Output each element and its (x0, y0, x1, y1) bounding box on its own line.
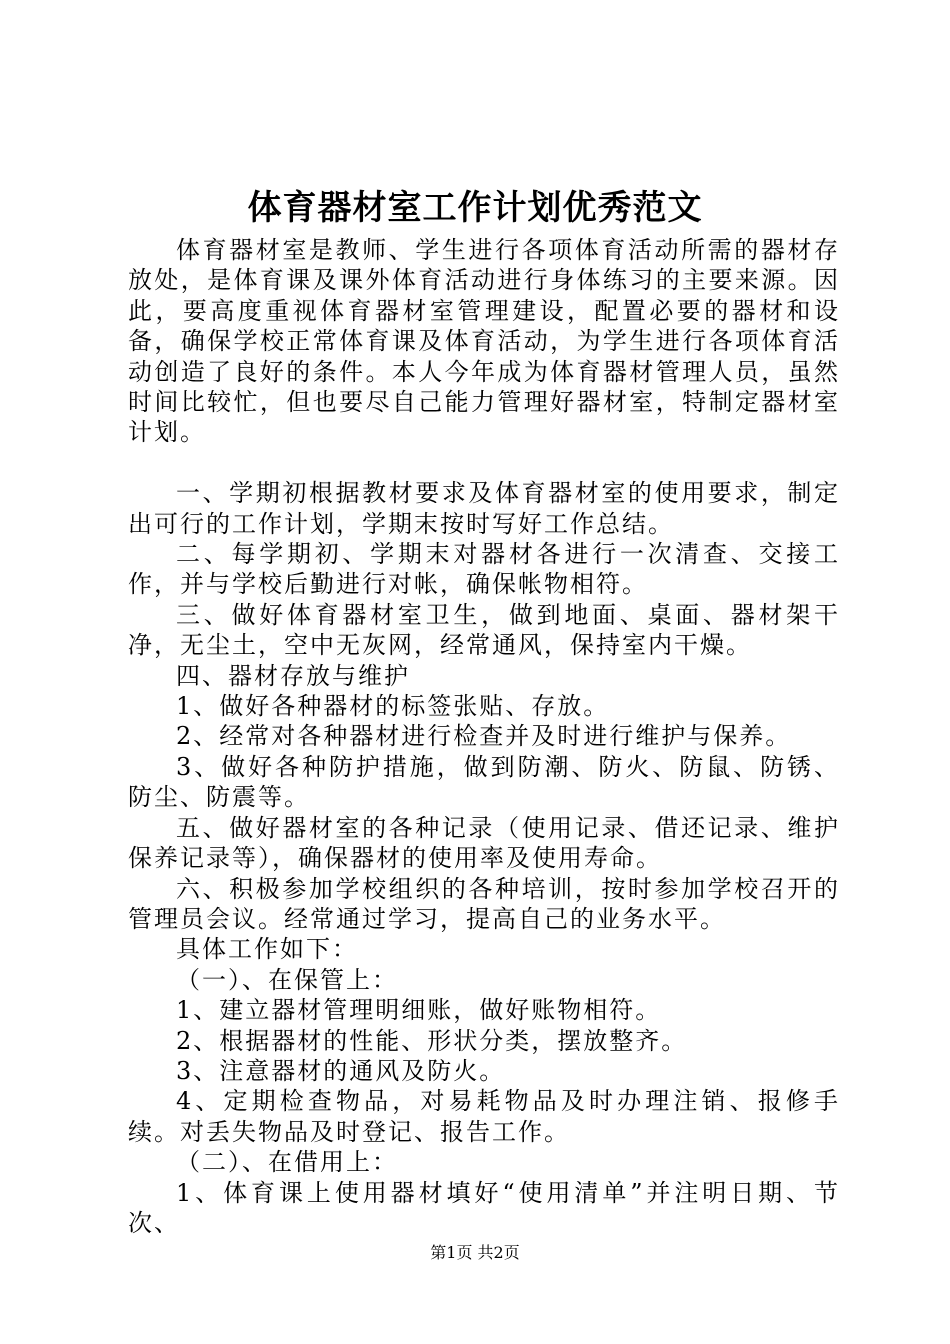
paragraph-item-2: 二、每学期初、学期末对器材各进行一次清查、交接工作，并与学校后勤进行对帐，确保帐物相符。 (128, 540, 840, 599)
paragraph-item-4-heading: 四、器材存放与维护 (176, 661, 410, 690)
paragraph-item-6: 六、积极参加学校组织的各种培训，按时参加学校召开的管理员会议。经常通过学习，提高自己的业务水平。 (128, 874, 840, 933)
paragraph-item-1: 一、学期初根据教材要求及体育器材室的使用要求，制定出可行的工作计划，学期末按时写好工作总结。 (128, 479, 840, 538)
intro-paragraph: 体育器材室是教师、学生进行各项体育活动所需的器材存放处，是体育课及课外体育活动进行身体练习的主要来源。因此，要高度重视体育器材室管理建设，配置必要的器材和设备，确保学校正常体育课及体育活动，为学生进行各项体育活动创造了良好的条件。本人今年成为体育器材管理人员，虽然时间比较忙，但也要尽自己能力管理好器材室，特制定器材室计划。 (128, 236, 840, 447)
storage-item-3: 3、注意器材的通风及防火。 (176, 1056, 506, 1085)
paragraph-item-3: 三、做好体育器材室卫生，做到地面、桌面、器材架干净，无尘土，空中无灰网，经常通风，保持室内干燥。 (128, 600, 840, 660)
paragraph-item-4-1: 1、做好各种器材的标签张贴、存放。 (176, 692, 610, 721)
document-body (128, 235, 840, 1238)
storage-item-2: 2、根据器材的性能、形状分类，摆放整齐。 (176, 1026, 688, 1055)
storage-item-4: 4、定期检查物品，对易耗物品及时办理注销、报修手续。对丢失物品及时登记、报告工作。 (128, 1087, 840, 1146)
page-footer: 第1页 共2页 (430, 1243, 520, 1262)
paragraph-item-4-2: 2、经常对各种器材进行检查并及时进行维护与保养。 (176, 722, 792, 751)
paragraph-item-4-3: 3、做好各种防护措施，做到防潮、防火、防鼠、防锈、防尘、防震等。 (128, 752, 840, 812)
document-title: 体育器材室工作计划优秀范文 (247, 188, 703, 228)
paragraph-item-5: 五、做好器材室的各种记录（使用记录、借还记录、维护保养记录等），确保器材的使用率及使用寿命。 (128, 813, 840, 873)
borrowing-item-1: 1、体育课上使用器材填好“使用清单”并注明日期、节次、 (128, 1178, 840, 1237)
borrowing-section-heading: （二）、在借用上： (176, 1148, 398, 1177)
storage-item-1: 1、建立器材管理明细账，做好账物相符。 (176, 996, 662, 1025)
specific-work-heading: 具体工作如下： (176, 935, 358, 964)
storage-section-heading: （一）、在保管上： (176, 965, 398, 994)
